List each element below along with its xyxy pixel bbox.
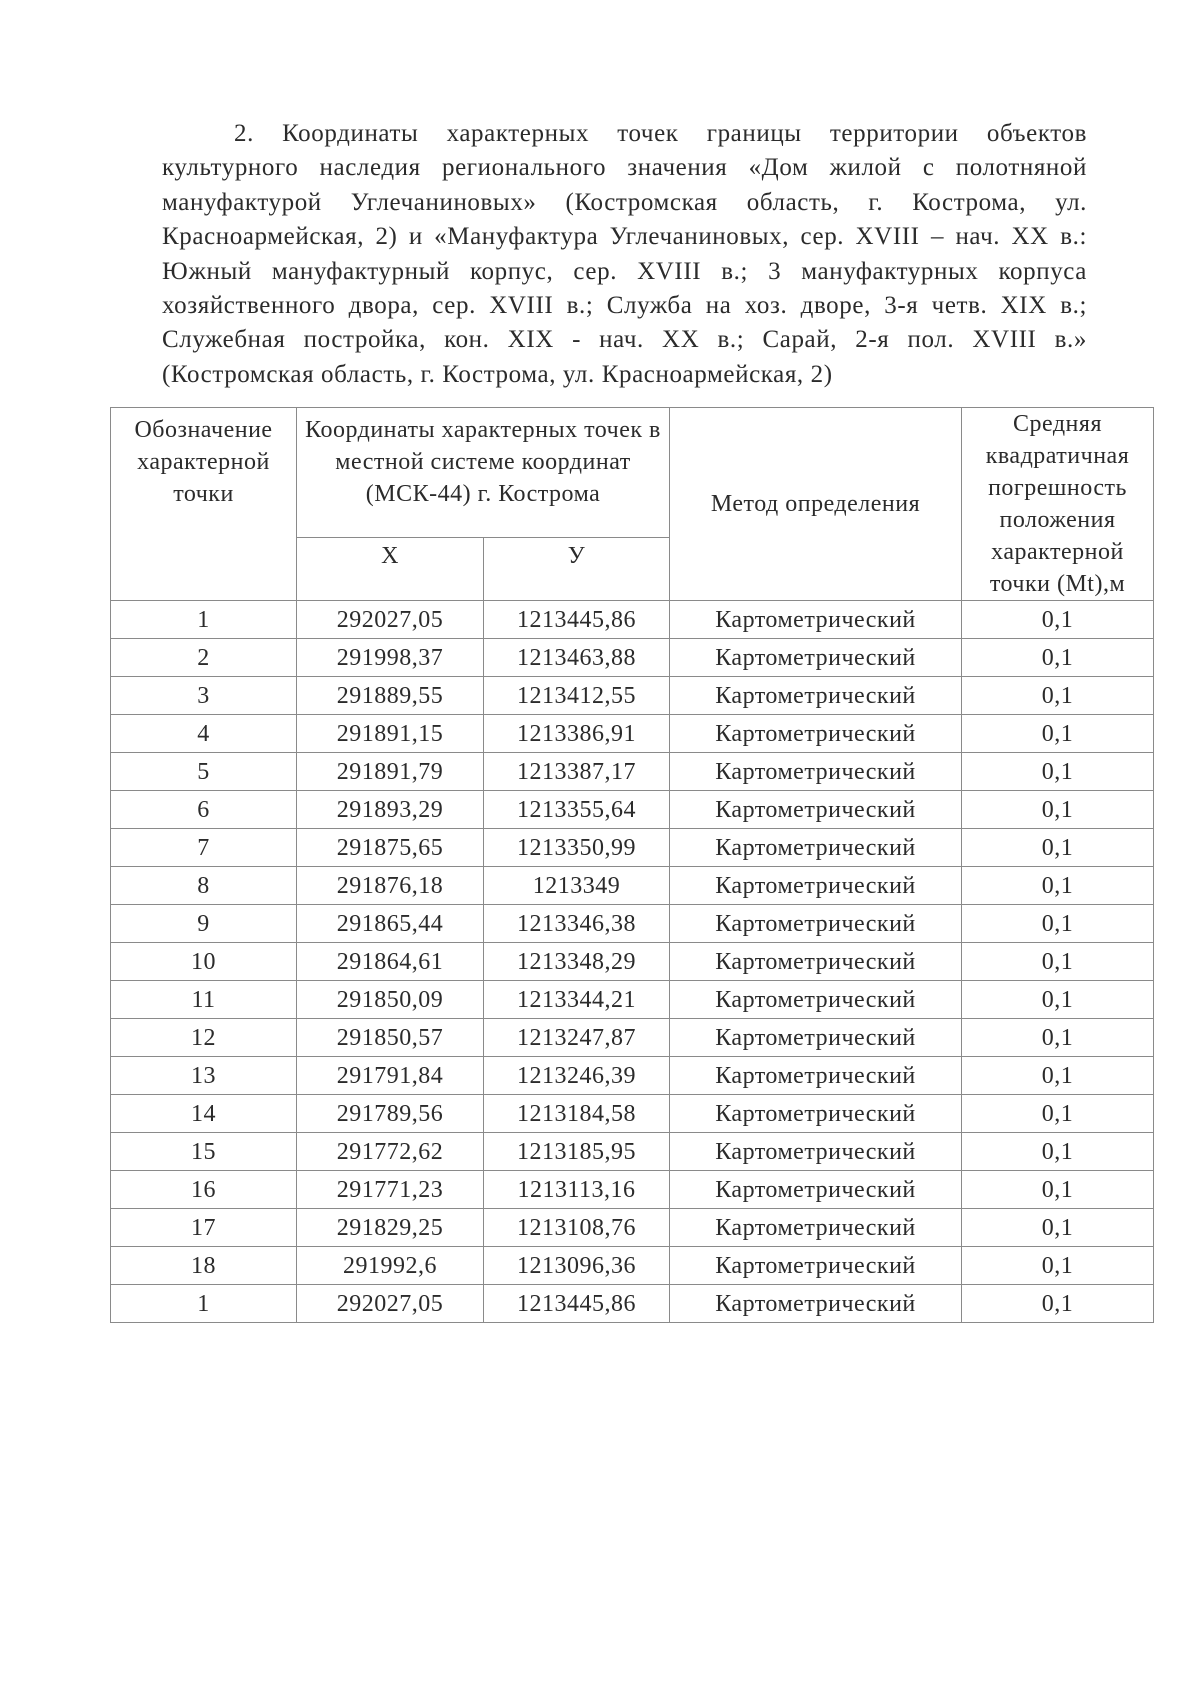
cell-x: 291829,25 <box>297 1209 484 1247</box>
cell-point: 18 <box>111 1247 297 1285</box>
header-x: X <box>297 538 484 601</box>
cell-accuracy: 0,1 <box>962 943 1154 981</box>
table-row <box>111 867 1154 905</box>
table-row <box>111 601 1154 639</box>
cell-y: 1213096,36 <box>484 1247 670 1285</box>
coordinates-table <box>110 407 1154 1323</box>
header-method: Метод определения <box>670 408 962 601</box>
cell-point: 6 <box>111 791 297 829</box>
cell-method: Картометрический <box>670 867 962 905</box>
cell-y: 1213412,55 <box>484 677 670 715</box>
table-row <box>111 1247 1154 1285</box>
cell-point: 8 <box>111 867 297 905</box>
cell-x: 291893,29 <box>297 791 484 829</box>
cell-method: Картометрический <box>670 677 962 715</box>
cell-accuracy: 0,1 <box>962 677 1154 715</box>
cell-method: Картометрический <box>670 905 962 943</box>
cell-accuracy: 0,1 <box>962 715 1154 753</box>
table-header-row <box>111 408 1154 538</box>
cell-accuracy: 0,1 <box>962 1057 1154 1095</box>
cell-x: 291865,44 <box>297 905 484 943</box>
cell-x: 292027,05 <box>297 601 484 639</box>
cell-y: 1213348,29 <box>484 943 670 981</box>
table-row <box>111 639 1154 677</box>
cell-y: 1213349 <box>484 867 670 905</box>
section-paragraph: 2. Координаты характерных точек границы территории объектов культурного наследия регионального значения «Дом жилой с полотняной мануфактурой Углечаниновых» (Костромская область, г. Кострома, ул. Красноармейская, 2) и «Мануфактура Углечаниновых, сер. XVIII – нач. XX в.: Южный мануфактурный корпус, сер. XVIII в.; 3 мануфактурных корпуса хозяйственного двора, сер. XVIII в.; Служба на хоз. дворе, 3-я четв. XIX в.; Служебная постройка, кон. XIX - нач. XX в.; Сарай, 2-я пол. XVIII в.» (Костромская область, г. Кострома, ул. Красноармейская, 2) <box>162 120 1087 388</box>
cell-method: Картометрический <box>670 1285 962 1323</box>
cell-accuracy: 0,1 <box>962 1095 1154 1133</box>
table-row <box>111 1209 1154 1247</box>
cell-method: Картометрический <box>670 1209 962 1247</box>
cell-point: 12 <box>111 1019 297 1057</box>
cell-point: 2 <box>111 639 297 677</box>
header-coordinates: Координаты характерных точек в местной системе координат (МСК-44) г. Кострома <box>297 408 670 538</box>
cell-accuracy: 0,1 <box>962 1133 1154 1171</box>
cell-point: 17 <box>111 1209 297 1247</box>
cell-accuracy: 0,1 <box>962 791 1154 829</box>
cell-accuracy: 0,1 <box>962 1285 1154 1323</box>
cell-method: Картометрический <box>670 791 962 829</box>
cell-method: Картометрический <box>670 829 962 867</box>
cell-accuracy: 0,1 <box>962 867 1154 905</box>
cell-x: 291889,55 <box>297 677 484 715</box>
table-row <box>111 1171 1154 1209</box>
table-row <box>111 1019 1154 1057</box>
cell-method: Картометрический <box>670 1057 962 1095</box>
cell-x: 291992,6 <box>297 1247 484 1285</box>
cell-x: 291875,65 <box>297 829 484 867</box>
cell-y: 1213184,58 <box>484 1095 670 1133</box>
table-row <box>111 1133 1154 1171</box>
cell-point: 16 <box>111 1171 297 1209</box>
cell-method: Картометрический <box>670 943 962 981</box>
cell-accuracy: 0,1 <box>962 639 1154 677</box>
cell-accuracy: 0,1 <box>962 905 1154 943</box>
cell-method: Картометрический <box>670 639 962 677</box>
cell-x: 291998,37 <box>297 639 484 677</box>
cell-method: Картометрический <box>670 715 962 753</box>
cell-y: 1213445,86 <box>484 1285 670 1323</box>
cell-x: 291772,62 <box>297 1133 484 1171</box>
cell-accuracy: 0,1 <box>962 829 1154 867</box>
cell-x: 291891,79 <box>297 753 484 791</box>
table-row <box>111 1057 1154 1095</box>
cell-x: 291771,23 <box>297 1171 484 1209</box>
cell-y: 1213108,76 <box>484 1209 670 1247</box>
cell-point: 9 <box>111 905 297 943</box>
cell-method: Картометрический <box>670 1171 962 1209</box>
cell-method: Картометрический <box>670 1095 962 1133</box>
cell-x: 291789,56 <box>297 1095 484 1133</box>
cell-accuracy: 0,1 <box>962 753 1154 791</box>
cell-y: 1213355,64 <box>484 791 670 829</box>
cell-x: 292027,05 <box>297 1285 484 1323</box>
cell-point: 1 <box>111 1285 297 1323</box>
cell-y: 1213185,95 <box>484 1133 670 1171</box>
cell-method: Картометрический <box>670 1133 962 1171</box>
cell-point: 3 <box>111 677 297 715</box>
cell-accuracy: 0,1 <box>962 1171 1154 1209</box>
table-row <box>111 905 1154 943</box>
header-point: Обозначение характерной точки <box>111 408 297 601</box>
cell-y: 1213386,91 <box>484 715 670 753</box>
cell-y: 1213463,88 <box>484 639 670 677</box>
cell-x: 291850,57 <box>297 1019 484 1057</box>
cell-x: 291876,18 <box>297 867 484 905</box>
cell-method: Картометрический <box>670 981 962 1019</box>
header-y: У <box>484 538 670 601</box>
cell-point: 1 <box>111 601 297 639</box>
table-row <box>111 829 1154 867</box>
table-row <box>111 791 1154 829</box>
cell-method: Картометрический <box>670 1247 962 1285</box>
cell-point: 4 <box>111 715 297 753</box>
table-row <box>111 1095 1154 1133</box>
cell-x: 291891,15 <box>297 715 484 753</box>
cell-point: 11 <box>111 981 297 1019</box>
header-accuracy: Средняя квадратичная погрешность положения характерной точки (Mt),м <box>962 408 1154 601</box>
cell-y: 1213344,21 <box>484 981 670 1019</box>
table-row <box>111 753 1154 791</box>
cell-accuracy: 0,1 <box>962 1247 1154 1285</box>
cell-y: 1213346,38 <box>484 905 670 943</box>
cell-x: 291864,61 <box>297 943 484 981</box>
cell-point: 13 <box>111 1057 297 1095</box>
cell-y: 1213387,17 <box>484 753 670 791</box>
cell-method: Картометрический <box>670 1019 962 1057</box>
cell-method: Картометрический <box>670 753 962 791</box>
table-row <box>111 1285 1154 1323</box>
cell-x: 291791,84 <box>297 1057 484 1095</box>
table-row <box>111 677 1154 715</box>
cell-accuracy: 0,1 <box>962 981 1154 1019</box>
cell-point: 7 <box>111 829 297 867</box>
cell-y: 1213247,87 <box>484 1019 670 1057</box>
table-row <box>111 715 1154 753</box>
table-row <box>111 943 1154 981</box>
cell-point: 15 <box>111 1133 297 1171</box>
cell-point: 14 <box>111 1095 297 1133</box>
table-row <box>111 981 1154 1019</box>
cell-point: 10 <box>111 943 297 981</box>
cell-accuracy: 0,1 <box>962 1209 1154 1247</box>
cell-y: 1213246,39 <box>484 1057 670 1095</box>
cell-point: 5 <box>111 753 297 791</box>
cell-accuracy: 0,1 <box>962 1019 1154 1057</box>
cell-y: 1213113,16 <box>484 1171 670 1209</box>
cell-y: 1213350,99 <box>484 829 670 867</box>
cell-y: 1213445,86 <box>484 601 670 639</box>
cell-x: 291850,09 <box>297 981 484 1019</box>
cell-accuracy: 0,1 <box>962 601 1154 639</box>
cell-method: Картометрический <box>670 601 962 639</box>
